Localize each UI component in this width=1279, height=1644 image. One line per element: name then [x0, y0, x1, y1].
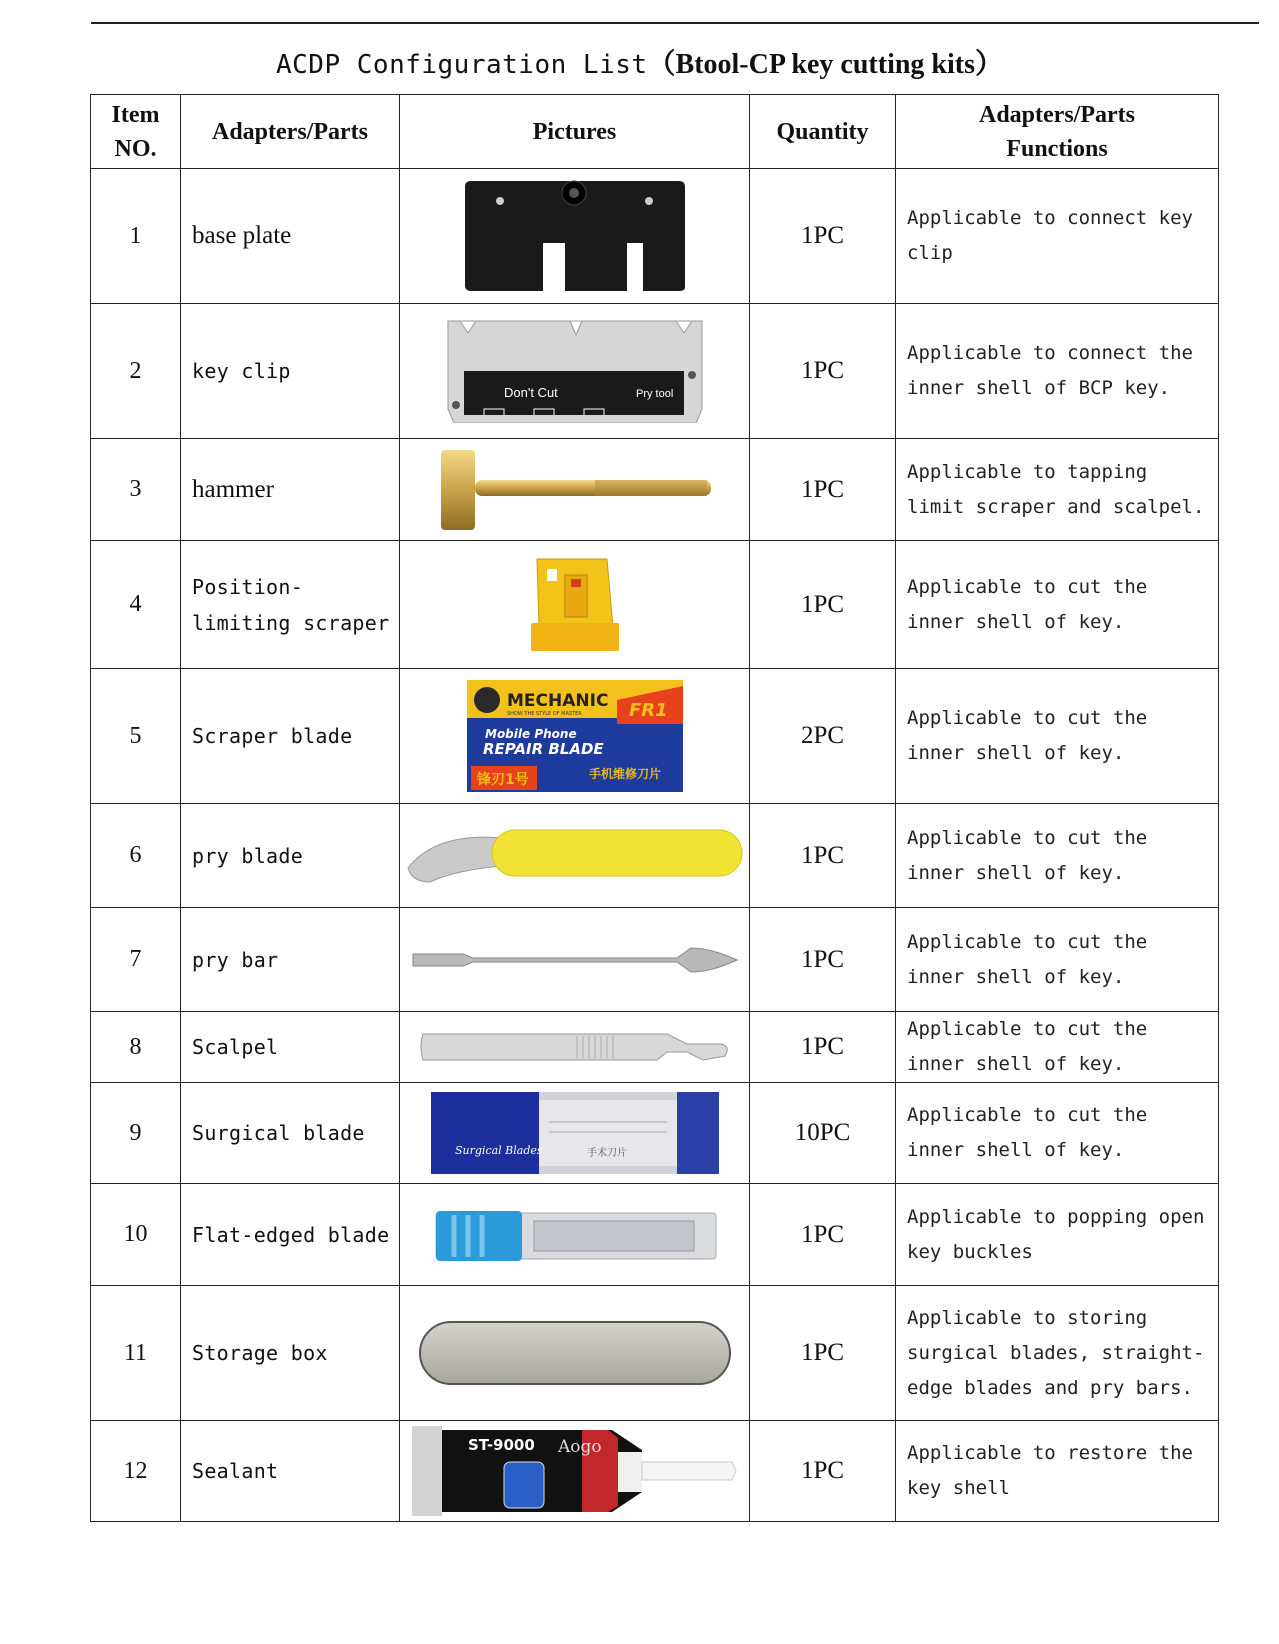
- mobile-phone-label: Mobile Phone: [484, 727, 577, 741]
- surgical-blades-cn: 手术刀片: [586, 1148, 627, 1159]
- quantity: 1PC: [750, 1184, 896, 1286]
- table-row: [91, 541, 1219, 669]
- part-picture: [400, 908, 750, 1012]
- part-name: Scalpel: [181, 1012, 400, 1083]
- part-picture: [400, 439, 750, 541]
- part-name: Sealant: [181, 1421, 400, 1522]
- header-parts: Adapters/Parts: [181, 95, 400, 169]
- table-row: [91, 804, 1219, 908]
- quantity: 1PC: [750, 1421, 896, 1522]
- part-function: Applicable to connect key clip: [896, 169, 1219, 304]
- pry-blade-icon: [406, 826, 744, 886]
- part-name: Position-limiting scraper: [181, 541, 400, 669]
- flat-blade-icon: [432, 1209, 718, 1261]
- model-label: FR1: [628, 700, 668, 721]
- table-row: [91, 1421, 1219, 1522]
- part-function: Applicable to restore the key shell: [896, 1421, 1219, 1522]
- title-sub: （Btool-CP key cutting kits）: [647, 49, 1003, 80]
- surgical-blades-script: Surgical Blades: [454, 1144, 543, 1157]
- table-row: [91, 1012, 1219, 1083]
- sealant-tube-icon: [412, 1426, 738, 1516]
- top-rule: [91, 22, 1259, 24]
- st9000-label: ST-9000: [467, 1436, 535, 1454]
- storage-box-icon: [418, 1320, 732, 1386]
- table-row: [91, 1083, 1219, 1184]
- item-number: 3: [91, 439, 181, 541]
- table-row: [91, 169, 1219, 304]
- item-number: 10: [91, 1184, 181, 1286]
- item-number: 2: [91, 304, 181, 439]
- page-title: [0, 42, 1279, 82]
- item-number: 4: [91, 541, 181, 669]
- quantity: 1PC: [750, 304, 896, 439]
- quantity: 1PC: [750, 541, 896, 669]
- table-row: [91, 669, 1219, 804]
- part-function: Applicable to cut the inner shell of key.: [896, 908, 1219, 1012]
- item-number: 12: [91, 1421, 181, 1522]
- part-name: Scraper blade: [181, 669, 400, 804]
- quantity: 1PC: [750, 1012, 896, 1083]
- part-picture: [400, 541, 750, 669]
- part-picture: [400, 1083, 750, 1184]
- part-function: Applicable to connect the inner shell of BCP key.: [896, 304, 1219, 439]
- table-row: [91, 908, 1219, 1012]
- part-function: Applicable to tapping limit scraper and scalpel.: [896, 439, 1219, 541]
- brand-label: MECHANIC: [506, 691, 608, 711]
- part-function: Applicable to cut the inner shell of key.: [896, 541, 1219, 669]
- aogo-label: Aogo: [557, 1437, 602, 1457]
- title-main: ACDP Configuration List: [276, 50, 648, 80]
- item-number: 7: [91, 908, 181, 1012]
- quantity: 1PC: [750, 804, 896, 908]
- pry-tool-label: Pry tool: [635, 388, 673, 400]
- hammer-icon: [435, 448, 715, 532]
- part-picture: [400, 169, 750, 304]
- part-function: Applicable to cut the inner shell of key.: [896, 1083, 1219, 1184]
- part-name: pry bar: [181, 908, 400, 1012]
- header-item-no: Item NO.: [91, 95, 181, 169]
- header-functions: Adapters/Parts Functions: [896, 95, 1219, 169]
- quantity: 1PC: [750, 1286, 896, 1421]
- header-quantity: Quantity: [750, 95, 896, 169]
- part-name: hammer: [181, 439, 400, 541]
- configuration-table: [90, 94, 1219, 1522]
- part-name: base plate: [181, 169, 400, 304]
- table-row: [91, 1286, 1219, 1421]
- item-number: 1: [91, 169, 181, 304]
- part-function: Applicable to cut the inner shell of key.: [896, 804, 1219, 908]
- tagline-label: SHOW THE STYLE OF MASTER: [506, 711, 582, 717]
- table-row: [91, 439, 1219, 541]
- part-name: Surgical blade: [181, 1083, 400, 1184]
- dont-cut-label: Don't Cut: [503, 385, 558, 400]
- part-name: key clip: [181, 304, 400, 439]
- table-row: [91, 304, 1219, 439]
- part-function: Applicable to cut the inner shell of key.: [896, 669, 1219, 804]
- scalpel-icon: [417, 1030, 733, 1064]
- item-number: 6: [91, 804, 181, 908]
- quantity: 1PC: [750, 439, 896, 541]
- quantity: 10PC: [750, 1083, 896, 1184]
- key-clip-icon: [444, 319, 706, 423]
- repair-blade-label: REPAIR BLADE: [482, 740, 604, 758]
- part-name: Flat-edged blade: [181, 1184, 400, 1286]
- part-function: Applicable to storing surgical blades, straight-edge blades and pry bars.: [896, 1286, 1219, 1421]
- part-name: Storage box: [181, 1286, 400, 1421]
- scraper-icon: [529, 557, 621, 653]
- item-number: 9: [91, 1083, 181, 1184]
- header-pictures: Pictures: [400, 95, 750, 169]
- item-number: 5: [91, 669, 181, 804]
- part-picture: [400, 1184, 750, 1286]
- quantity: 1PC: [750, 908, 896, 1012]
- part-picture: [400, 1286, 750, 1421]
- header-row: [91, 95, 1219, 169]
- quantity: 1PC: [750, 169, 896, 304]
- part-picture: [400, 669, 750, 804]
- table-row: [91, 1184, 1219, 1286]
- part-function: Applicable to cut the inner shell of key.: [896, 1012, 1219, 1083]
- item-number: 8: [91, 1012, 181, 1083]
- item-number: 11: [91, 1286, 181, 1421]
- pry-bar-icon: [411, 944, 739, 976]
- cn-left-label: 锋刃1号: [476, 772, 529, 788]
- part-function: Applicable to popping open key buckles: [896, 1184, 1219, 1286]
- part-name: pry blade: [181, 804, 400, 908]
- part-picture: [400, 804, 750, 908]
- quantity: 2PC: [750, 669, 896, 804]
- part-picture: [400, 1012, 750, 1083]
- part-picture: [400, 304, 750, 439]
- part-picture: [400, 1421, 750, 1522]
- surgical-blade-pack-icon: [431, 1092, 719, 1174]
- blade-package-icon: [467, 680, 683, 792]
- cn-right-label: 手机维修刀片: [588, 767, 661, 781]
- base-plate-icon: [463, 179, 687, 293]
